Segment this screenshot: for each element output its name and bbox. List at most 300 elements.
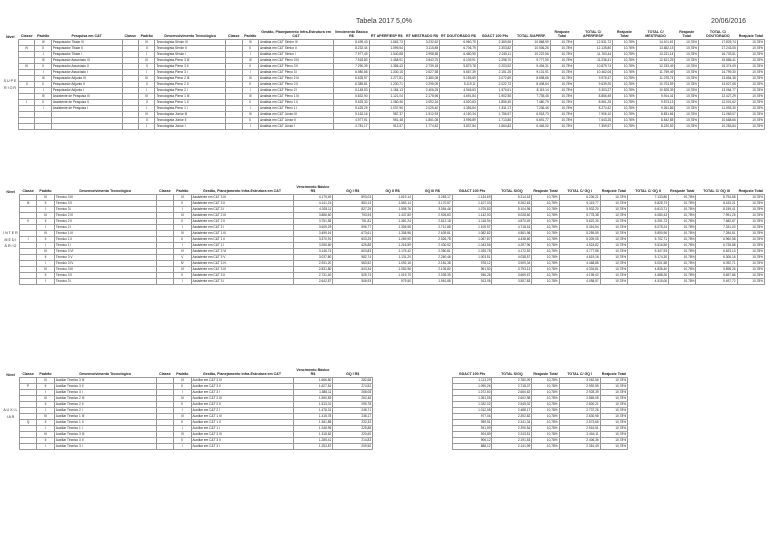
table-cell: 10,78% [737, 213, 765, 219]
table-cell: 15.374,09 [698, 64, 737, 70]
table-cell: 10,78% [669, 219, 696, 225]
table-cell: 7.284,61 [696, 231, 737, 237]
column-header: Padrão [140, 34, 153, 39]
column-header: Padrão [244, 34, 257, 39]
table-row [2, 124, 765, 130]
table-cell: Tecnologista Júnior III [155, 112, 226, 118]
table-cell: I [35, 70, 51, 76]
table-cell: 6.109,91 [440, 58, 478, 64]
table-cell: 10,78% [532, 207, 559, 213]
table-cell: 1.052,96 [373, 267, 413, 273]
table-cell: 10,78% [600, 213, 627, 219]
table-cell: 8.232,44 [334, 46, 369, 52]
table-cell: 3.146,74 [293, 249, 333, 255]
table-cell: 3.232,62 [404, 40, 439, 46]
table-cell: 2.290,54 [492, 426, 532, 432]
table-cell: Técnico 1 I [54, 243, 156, 249]
table-cell: 10,78% [532, 243, 559, 249]
table-cell: I [242, 70, 258, 76]
table-cell: 255,78 [333, 402, 373, 408]
table-cell: 10,78% [532, 231, 559, 237]
table-cell: Q [19, 420, 36, 426]
table-cell: 10,78% [613, 112, 637, 118]
table-cell: 10,78% [675, 82, 699, 88]
table-cell: 10,78% [737, 118, 764, 124]
column-header: TOTAL C/ APERF/ESP [582, 30, 604, 39]
table-cell: 10,78% [550, 46, 574, 52]
table-cell: 10,78% [600, 414, 627, 420]
table-cell: Assistente em C&T 3 V [191, 255, 293, 261]
table-cell: I [35, 106, 51, 112]
table-cell: 2.992,59 [559, 384, 600, 390]
column-header [737, 368, 765, 378]
table-cell: 6.625,97 [334, 76, 369, 82]
table-cell: II [174, 438, 191, 444]
table-cell: 3.996,89 [440, 118, 478, 124]
table-cell: 4.691,84 [440, 94, 478, 100]
table-row [2, 279, 765, 285]
table-cell: 1.381,24 [373, 219, 413, 225]
table-cell: 2.545,02 [492, 402, 532, 408]
table-cell: 3.909,34 [492, 261, 532, 267]
table-cell: 1.961,88 [412, 279, 452, 285]
table-cell: Assistente em C&T 2 III [191, 213, 293, 219]
table-cell: 2.072,69 [477, 76, 512, 82]
table-cell: 2.831,80 [293, 267, 333, 273]
table-cell: III [242, 58, 258, 64]
table-cell: I [138, 70, 154, 76]
table-cell: III [35, 94, 51, 100]
table-cell: II [37, 237, 54, 243]
table-cell: 913,06 [452, 279, 492, 285]
column-header: Reajuste Total [738, 189, 763, 194]
table-cell: I [174, 408, 191, 414]
table-cell: 225,88 [333, 426, 373, 432]
table-cell: 987,37 [369, 112, 404, 118]
table-cell: 6.446,00 [513, 124, 551, 130]
table-cell: 2.260,46 [412, 255, 452, 261]
table-cell: Auxiliar em C&T 3 II [191, 384, 293, 390]
table-cell: 10,78% [600, 384, 627, 390]
table-cell: I [37, 408, 54, 414]
column-header: Reajuste Total [601, 372, 627, 377]
column-header: Padrão [37, 34, 50, 39]
column-header: RT APERF/ESP R$ [370, 34, 403, 39]
table-cell: Analista em C&T Pleno 2 I [258, 88, 333, 94]
table-cell: 951,48 [369, 118, 404, 124]
column-header: Padrão [39, 372, 52, 377]
table-cell: 4.172,52 [492, 249, 532, 255]
table-cell: 2.627,58 [404, 70, 439, 76]
table-cell: 1.175,42 [373, 249, 413, 255]
table-cell: 2.243,51 [492, 432, 532, 438]
table-cell: 7.359,57 [574, 124, 613, 130]
table-cell: 3.793,13 [492, 267, 532, 273]
table-cell: 10,78% [550, 106, 574, 112]
table-cell: Tecnologista Pleno 2 II [155, 82, 226, 88]
table-cell: 1.306,98 [373, 225, 413, 231]
table-cell: 10,78% [737, 195, 765, 201]
table-cell [412, 444, 452, 450]
table-cell: Analista em C&T Júnior III [258, 112, 333, 118]
table-cell: Assistente em C&T 1 III [191, 231, 293, 237]
table-cell: I [35, 88, 51, 94]
table-cell: I [242, 106, 258, 112]
table-cell: 2.928,39 [559, 390, 600, 396]
table-cell: 10,78% [669, 237, 696, 243]
column-header [696, 368, 737, 378]
table-cell: 10,78% [600, 402, 627, 408]
table-cell: II [174, 219, 191, 225]
table-cell: Assistente de Pesquisa II [51, 100, 122, 106]
page-title: Tabela 2017 5,0% [355, 18, 413, 25]
column-header: TOTAL C/ MESTRADO [645, 30, 666, 39]
table-cell [18, 124, 34, 130]
column-header: Reajuste Total [616, 30, 632, 39]
table-cell: 282,68 [333, 378, 373, 384]
table-cell: 10,78% [550, 58, 574, 64]
table-cell: 10,78% [675, 106, 699, 112]
table-cell: 10,78% [669, 201, 696, 207]
table-cell: 11.236,41 [574, 58, 613, 64]
table-cell: I [138, 106, 154, 112]
table-cell: Tecnologista Júnior II [155, 118, 226, 124]
column-header: Pesquisa em C&T [71, 34, 102, 39]
table-cell: 9.494,31 [513, 64, 551, 70]
table-cell: 5.028,60 [492, 213, 532, 219]
column-header: Desenvolvimento Tecnológico [79, 372, 132, 377]
table-cell: 5.104,95 [492, 207, 532, 213]
table-cell: 10,78% [613, 76, 637, 82]
table-cell: 6.825,73 [628, 201, 669, 207]
table-cell [373, 444, 413, 450]
table-cell: 1.113,29 [452, 378, 492, 384]
table-cell: Pesquisador Associado I [51, 70, 122, 76]
table-cell: 2.712,88 [412, 225, 452, 231]
table-cell: 4.058,57 [559, 279, 600, 285]
table-cell: 12.233,49 [636, 64, 675, 70]
table-cell: 10,78% [737, 58, 764, 64]
table-cell: 1.970,61 [477, 88, 512, 94]
nivel-label: I N T E R M E D I Á R I O [3, 231, 18, 249]
table-cell: 10,78% [737, 249, 765, 255]
table-cell: 1.811,17 [477, 106, 512, 112]
column-header: TOTAL S/APERF. [517, 34, 546, 39]
table-cell: 1.134,69 [452, 195, 492, 201]
table-cell: 5.697,86 [696, 273, 737, 279]
table-cell: 8.159,41 [696, 207, 737, 213]
table-cell: 6.918,73 [513, 112, 551, 118]
table-cell: 10,78% [600, 390, 627, 396]
table-cell: 2.369,56 [477, 40, 512, 46]
table-cell: Pesquisador Titular III [51, 40, 122, 46]
table-cell: 10,78% [532, 414, 559, 420]
table-cell: Assistente em C&T 3 I [191, 279, 293, 285]
table-cell: III [37, 414, 54, 420]
table-cell: 8.274,42 [574, 106, 613, 112]
column-header: Classe [22, 372, 34, 377]
table-cell: III [37, 195, 54, 201]
column-header: Reajuste Total [738, 34, 764, 39]
table-cell: 603,25 [333, 237, 373, 243]
table-header-row [2, 185, 765, 195]
table-cell: 2.039,39 [412, 273, 452, 279]
table-cell: II [37, 384, 54, 390]
table-cell: 525,74 [333, 273, 373, 279]
table-cell: 4.195,42 [559, 273, 600, 279]
column-header: Reajuste Total [533, 189, 558, 194]
table-cell: 10,78% [737, 40, 764, 46]
table-cell: 10.462,06 [574, 70, 613, 76]
table-cell: Analista em C&T Júnior II [258, 118, 333, 124]
table-cell: Analista em C&T Pleno 2 II [258, 82, 333, 88]
table-cell: Técnico 3 IV [54, 261, 156, 267]
column-header: Reajuste Total [533, 372, 558, 377]
table-cell: 10,78% [532, 384, 559, 390]
table-cell: 10,78% [600, 426, 627, 432]
table-cell: 6.613,71 [628, 207, 669, 213]
table-cell: III [174, 267, 191, 273]
table-cell: Auxiliar em C&T 3 I [191, 444, 293, 450]
table-cell: 10,78% [675, 124, 699, 130]
table-cell: I [37, 426, 54, 432]
table-cell: 1.037,96 [369, 106, 404, 112]
table-cell: 10,78% [675, 58, 699, 64]
table-cell: 10,78% [737, 88, 764, 94]
table-cell: 924,89 [452, 432, 492, 438]
table-cell: 2.203,92 [477, 64, 512, 70]
table-cell: 10,78% [550, 52, 574, 58]
table-cell: 1.121,04 [369, 94, 404, 100]
table-cell: 10,78% [600, 444, 627, 450]
table-cell: 4.945,63 [440, 88, 478, 94]
table-cell: Assistente em C&T 2 II [191, 219, 293, 225]
table-cell: 13.527,65 [698, 82, 737, 88]
table-cell: Analista em C&T Pleno 3 II [258, 64, 333, 70]
table-cell: 1.855,49 [477, 100, 512, 106]
table-cell: 17.243,05 [698, 46, 737, 52]
table-cell: 238,17 [333, 414, 373, 420]
table-cell: 6.980,66 [334, 70, 369, 76]
table-cell: 10,78% [737, 82, 764, 88]
table-cell: 1.025,78 [452, 249, 492, 255]
table-cell: III [174, 195, 191, 201]
table-cell: Pesquisador Titular II [51, 46, 122, 52]
table-cell: 1.230,71 [369, 82, 404, 88]
table-cell: 10,78% [532, 267, 559, 273]
table-cell: I [37, 390, 54, 396]
table-cell: 7.331,00 [696, 225, 737, 231]
table-cell: Analista em C&T Pleno 2 III [258, 76, 333, 82]
table-cell: 6.080,43 [628, 213, 669, 219]
table-cell: 13.652,15 [636, 46, 675, 52]
table-cell: 853,13 [333, 201, 373, 207]
table-cell: 10,78% [613, 82, 637, 88]
table-cell: VI [174, 249, 191, 255]
table-cell: 4.777,58 [559, 249, 600, 255]
table-cell: 1.664,83 [477, 124, 512, 130]
column-header: Reajuste Total [679, 30, 695, 39]
table-cell: 2.642,87 [293, 279, 333, 285]
table-cell: Auxiliar em C&T 2 III [191, 396, 293, 402]
table-header-row [2, 30, 765, 40]
table-cell: 3.265,60 [293, 243, 333, 249]
table-cell: 4.688,26 [628, 273, 669, 279]
table-cell: III [35, 40, 51, 46]
table-cell: 10,78% [532, 225, 559, 231]
table-cell: 10,78% [737, 267, 765, 273]
table-cell: 4.520,83 [440, 100, 478, 106]
table-cell: 10,78% [550, 76, 574, 82]
table-cell: 5.262,63 [492, 201, 532, 207]
table-cell: I [174, 444, 191, 450]
table-cell: III [37, 213, 54, 219]
column-header: TOTAL C/ GQ II [635, 189, 661, 194]
table-cell: I [138, 124, 154, 130]
table-cell: Assistente em C&T 3 I [191, 207, 293, 213]
table-cell: 13.064,77 [698, 88, 737, 94]
column-header: GQ III R$ [424, 189, 440, 194]
table-cell: 10,78% [550, 124, 574, 130]
column-header: GDACT 100 Pts [458, 372, 486, 377]
table-cell: 4.038,57 [492, 255, 532, 261]
table-cell: III [19, 201, 36, 207]
table-cell: 751,81 [333, 219, 373, 225]
table-cell: 10.525,39 [636, 88, 675, 94]
table-cell: 11.759,49 [636, 70, 675, 76]
table-cell: 10,78% [532, 237, 559, 243]
table-cell: 10.536,26 [513, 46, 551, 52]
table-cell: 10.703,59 [636, 82, 675, 88]
table-cell: 6.148,53 [334, 88, 369, 94]
table-cell: 6.691,77 [513, 118, 551, 124]
table-cell: 10,78% [532, 219, 559, 225]
table-cell: Analista em C&T Pleno 1 II [258, 100, 333, 106]
table-cell: 2.812,18 [412, 219, 452, 225]
table-cell: 1.269,90 [373, 237, 413, 243]
table-cell: 10,78% [737, 219, 765, 225]
table-cell: I [174, 390, 191, 396]
table-cell: II [35, 64, 51, 70]
table-cell: II [37, 219, 54, 225]
table-cell: 10,78% [675, 76, 699, 82]
table-cell: 961,50 [452, 267, 492, 273]
table-cell: Auxiliar Técnico 3 II [54, 384, 156, 390]
table-cell: 5.702,71 [628, 237, 669, 243]
table-cell: 6.385,81 [334, 82, 369, 88]
table-cell: Técnico 3 II [54, 273, 156, 279]
table-cell: III [242, 40, 258, 46]
table-cell: 7.906,10 [574, 112, 613, 118]
table-cell: 4.356,84 [440, 106, 478, 112]
table-cell: 10,78% [550, 112, 574, 118]
table-cell: 10,78% [600, 261, 627, 267]
column-header: TOTAL C/ DOUTORADO [706, 30, 730, 39]
table-cell: 262,48 [333, 396, 373, 402]
table-cell: 1.381,85 [293, 420, 333, 426]
table-cell: 1.619,14 [373, 195, 413, 201]
table-cell: 1.318,62 [293, 432, 333, 438]
table-cell: 10.879,74 [574, 64, 613, 70]
table-cell: 8.856,49 [574, 94, 613, 100]
column-header: TOTAL C/ GQ I [567, 189, 593, 194]
table-cell: 913,57 [369, 124, 404, 130]
table-cell: 10,78% [600, 420, 627, 426]
table-cell: II [138, 118, 154, 124]
table-cell: 3.557,83 [492, 279, 532, 285]
table-cell: Técnico 2 III [54, 213, 156, 219]
table-cell: 4.179,49 [293, 195, 333, 201]
table-cell: 10,78% [532, 279, 559, 285]
table-cell: 8.754,68 [696, 195, 737, 201]
table-cell: II [242, 118, 258, 124]
table-cell: 14.799,30 [698, 70, 737, 76]
column-header [373, 368, 413, 378]
table-cell: Auxiliar Técnico 1 II [54, 420, 156, 426]
column-header: Padrão [176, 372, 189, 377]
table-cell: Assistente em C&T 3 II [191, 201, 293, 207]
table-cell: Tecnologista Pleno 1 I [155, 106, 226, 112]
table-cell: 5.879,78 [440, 64, 478, 70]
table-cell: 1.184,13 [369, 88, 404, 94]
table-cell: 2.351,49 [559, 444, 600, 450]
table-cell: 5.898,26 [696, 267, 737, 273]
table-cell: Assistente de Pesquisa I [51, 106, 122, 112]
table-cell: 7.643,25 [574, 118, 613, 124]
table-cell: 11.763,44 [574, 52, 613, 58]
column-header: Classe [227, 34, 240, 39]
table-cell: Técnico 3 V [54, 255, 156, 261]
table-cell: I [242, 124, 258, 130]
table-cell: III [174, 396, 191, 402]
table-cell: I [138, 52, 154, 58]
table-cell: I [138, 88, 154, 94]
table-cell: Técnico 2 I [54, 225, 156, 231]
table-cell: II [242, 82, 258, 88]
table-cell: 5.155,69 [440, 76, 478, 82]
table-cell: I [18, 100, 34, 106]
table-cell: 10,78% [613, 118, 637, 124]
table-cell: 10,78% [737, 261, 765, 267]
table-cell: 2.488,17 [492, 408, 532, 414]
table-cell: 5.001,58 [628, 261, 669, 267]
table-cell: 10,78% [600, 378, 627, 384]
table-cell: 9.573,13 [636, 100, 675, 106]
table-cell: 14.101,61 [636, 40, 675, 46]
table-cell: 10,78% [737, 100, 764, 106]
table-cell: 10,78% [600, 195, 627, 201]
table-cell: II [37, 255, 54, 261]
table-cell: 5.832,90 [334, 94, 369, 100]
table-cell: 2.516,51 [559, 426, 600, 432]
table-cell: 2.865,05 [559, 396, 600, 402]
table-cell: 10,78% [669, 255, 696, 261]
table-cell: 5.932,20 [559, 207, 600, 213]
column-header: TOTAL S/GQ [501, 372, 523, 377]
table-cell: 5.347,93 [628, 249, 669, 255]
table-cell: 10,78% [550, 40, 574, 46]
table-cell: 7.991,25 [696, 213, 737, 219]
table-cell: III [35, 76, 51, 82]
table-cell: 10,78% [532, 201, 559, 207]
table-cell: I [37, 279, 54, 285]
table-cell: 5.667,39 [440, 70, 478, 76]
column-header: Vencimento Básico R$ [296, 185, 330, 194]
table-cell: 2.602,98 [492, 396, 532, 402]
table-cell: III [138, 58, 154, 64]
table-cell: 1.218,59 [373, 243, 413, 249]
table-cell: 10,78% [550, 94, 574, 100]
